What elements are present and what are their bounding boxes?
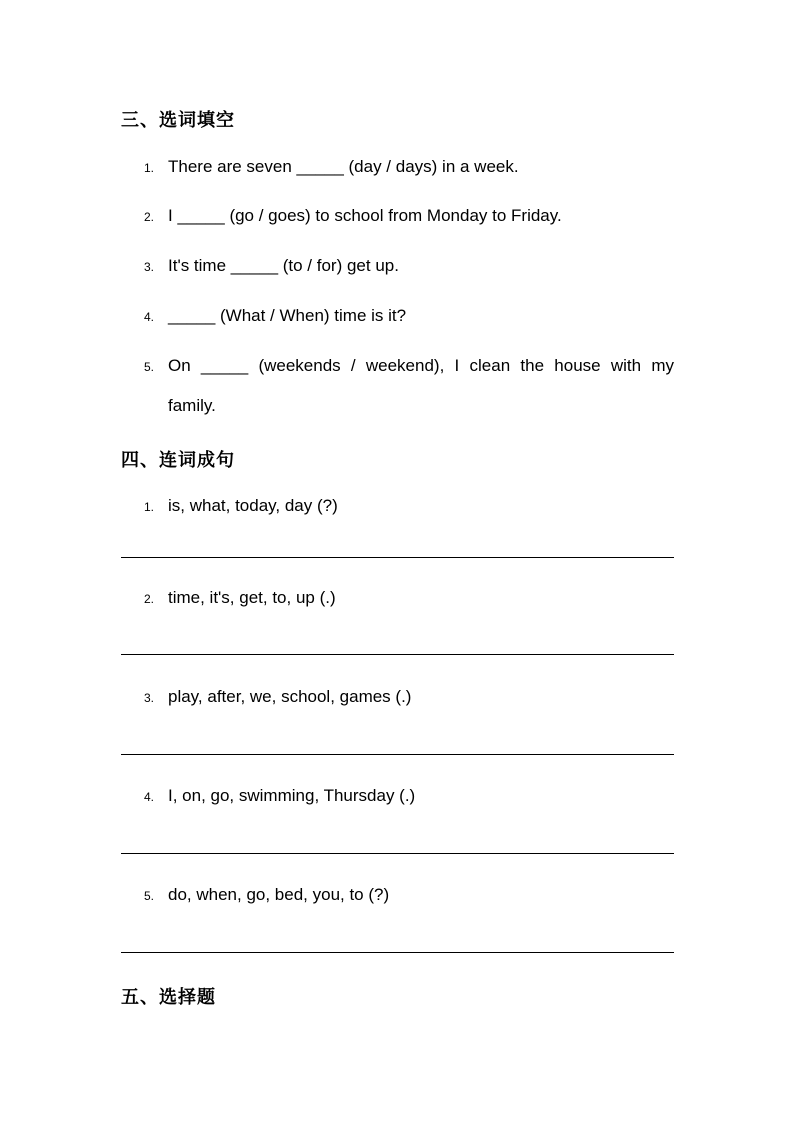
word-order-prompt: I, on, go, swimming, Thursday (.) xyxy=(168,786,416,805)
word-order-prompt: do, when, go, bed, you, to (?) xyxy=(168,885,390,904)
item-number: 1. xyxy=(144,500,155,514)
item-number: 4. xyxy=(144,310,155,324)
item-number: 5. xyxy=(144,889,155,903)
fill-blank-question: _____ (What / When) time is it? xyxy=(168,306,407,325)
item-number: 5. xyxy=(144,360,155,374)
fill-blank-question: It's time _____ (to / for) get up. xyxy=(168,256,399,275)
item-number: 3. xyxy=(144,260,155,274)
item-number: 2. xyxy=(144,592,155,606)
fill-blank-question: I _____ (go / goes) to school from Monday to Friday. xyxy=(168,206,562,225)
answer-line xyxy=(121,557,674,558)
answer-line xyxy=(121,754,674,755)
item-number: 3. xyxy=(144,691,155,705)
answer-line xyxy=(121,952,674,953)
word-order-prompt: time, it's, get, to, up (.) xyxy=(168,588,336,607)
word-order-prompt: is, what, today, day (?) xyxy=(168,496,338,515)
answer-line xyxy=(121,853,674,854)
fill-blank-question-continued: family. xyxy=(168,396,216,415)
section-3-title: 三、选词填空 xyxy=(121,110,235,130)
section-5-title: 五、选择题 xyxy=(121,987,216,1007)
section-4-title: 四、连词成句 xyxy=(121,450,235,470)
fill-blank-question: There are seven _____ (day / days) in a week. xyxy=(168,157,519,176)
fill-blank-question: On _____ (weekends / weekend), I clean the house with my xyxy=(168,356,674,375)
item-number: 4. xyxy=(144,790,155,804)
answer-line xyxy=(121,654,674,655)
word-order-prompt: play, after, we, school, games (.) xyxy=(168,687,412,706)
item-number: 2. xyxy=(144,210,155,224)
item-number: 1. xyxy=(144,161,155,175)
